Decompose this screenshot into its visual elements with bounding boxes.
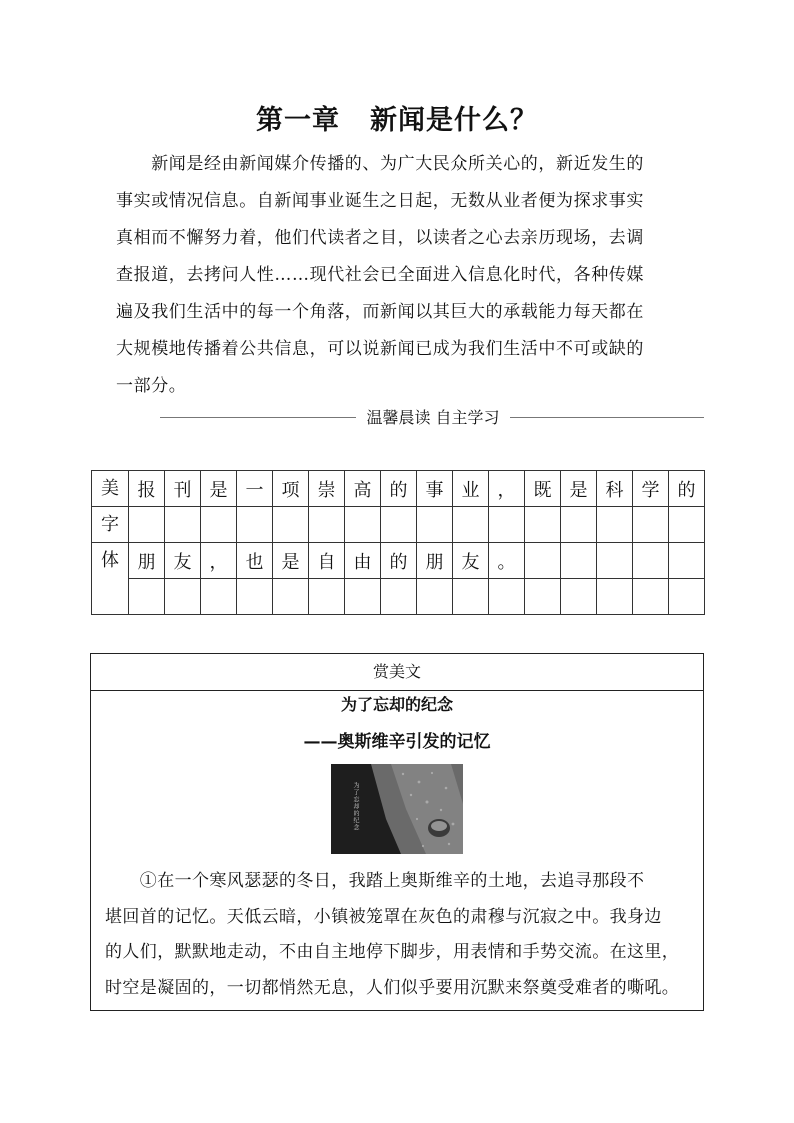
grid-cell	[525, 543, 561, 579]
paragraph-line: 堪回首的记忆。天低云暗，小镇被笼罩在灰色的肃穆与沉寂之中。我身边	[105, 906, 662, 927]
grid-cell-empty	[489, 507, 525, 543]
grid-cell-empty	[273, 579, 309, 615]
grid-cell-empty	[381, 579, 417, 615]
paragraph-line: 时空是凝固的，一切都悄然无息，人们似乎要用沉默来祭奠受难者的嘶吼。	[105, 977, 680, 998]
grid-cell	[561, 543, 597, 579]
article-title: 为了忘却的纪念	[340, 695, 453, 714]
intro-line: 遍及我们生活中的每一个角落，而新闻以其巨大的承载能力每天都在	[116, 302, 644, 322]
paragraph-line: ①在一个寒风瑟瑟的冬日，我踏上奥斯维辛的土地，去追寻那段不	[105, 871, 645, 891]
grid-cell-empty	[345, 579, 381, 615]
grid-cell-empty	[597, 507, 633, 543]
chapter-name: 新闻是什么？	[370, 105, 538, 136]
grid-cell-empty	[597, 579, 633, 615]
grid-cell: 是	[561, 471, 597, 507]
intro-line: 真相而不懈努力着，他们代读者之目，以读者之心去亲历现场，去调	[116, 228, 644, 248]
grid-cell: 业	[453, 471, 489, 507]
grid-cell-empty	[561, 507, 597, 543]
grid-cell: 是	[201, 471, 237, 507]
grid-cell-empty	[129, 579, 165, 615]
grid-cell: 的	[381, 471, 417, 507]
grid-cell-empty	[273, 507, 309, 543]
grid-cell-empty	[525, 507, 561, 543]
grid-cell: 友	[165, 543, 201, 579]
grid-cell: 崇	[309, 471, 345, 507]
intro-line: 事实或情况信息。自新闻事业诞生之日起，无数从业者便为探求事实	[116, 191, 644, 211]
intro-line: 一部分。	[116, 376, 187, 396]
grid-cell	[597, 543, 633, 579]
grid-cell: 朋	[417, 543, 453, 579]
grid-cell: 友	[453, 543, 489, 579]
grid-cell-empty	[201, 579, 237, 615]
grid-cell: 既	[525, 471, 561, 507]
grid-cell-empty	[129, 507, 165, 543]
chapter-title	[0, 98, 794, 137]
intro-line: 新闻是经由新闻媒介传播的、为广大民众所关心的，新近发生的	[116, 154, 644, 174]
chapter-number: 第一章	[256, 105, 340, 136]
appreciation-header: 赏美文	[91, 654, 703, 691]
grid-cell	[633, 543, 669, 579]
section-divider	[160, 405, 704, 431]
grid-cell: 朋	[129, 543, 165, 579]
grid-cell: 是	[273, 543, 309, 579]
grid-cell-empty	[165, 507, 201, 543]
grid-cell-empty	[345, 507, 381, 543]
copybook-grid	[91, 470, 705, 615]
grid-cell: 报	[129, 471, 165, 507]
grid-cell: 事	[417, 471, 453, 507]
grid-cell: 学	[633, 471, 669, 507]
divider-rule-right	[510, 417, 704, 418]
grid-cell-empty	[453, 507, 489, 543]
grid-row-3	[92, 543, 705, 579]
section-divider-label: 温馨晨读 自主学习	[366, 408, 500, 427]
grid-cell-empty	[669, 579, 705, 615]
grid-cell-empty	[237, 579, 273, 615]
grid-cell: 的	[381, 543, 417, 579]
appreciation-box	[90, 653, 704, 1011]
grid-cell: ，	[201, 543, 237, 579]
grid-cell-empty	[201, 507, 237, 543]
grid-row-2	[92, 507, 705, 543]
grid-cell: 。	[489, 543, 525, 579]
grid-cell-empty	[417, 579, 453, 615]
grid-cell-empty	[633, 579, 669, 615]
photo-caption: 为了忘却的纪念	[352, 782, 359, 831]
grid-cell: 科	[597, 471, 633, 507]
grid-cell-empty	[237, 507, 273, 543]
grid-cell: 项	[273, 471, 309, 507]
grid-cell: 也	[237, 543, 273, 579]
intro-line: 大规模地传播着公共信息，可以说新闻已成为我们生活中不可或缺的	[116, 339, 644, 359]
grid-cell-empty	[453, 579, 489, 615]
grid-cell: 高	[345, 471, 381, 507]
article-photo	[331, 764, 463, 854]
grid-cell-empty	[309, 507, 345, 543]
label-char-1: 美	[92, 471, 129, 507]
divider-rule-left	[160, 417, 356, 418]
grid-cell-empty	[561, 579, 597, 615]
grid-cell-empty	[309, 579, 345, 615]
grid-cell: 的	[669, 471, 705, 507]
grid-cell: ，	[489, 471, 525, 507]
grid-row-1	[92, 471, 705, 507]
grid-cell-empty	[633, 507, 669, 543]
article-paragraph	[105, 864, 695, 1006]
paragraph-line: 的人们，默默地走动，不由自主地停下脚步，用表情和手势交流。在这里，	[105, 942, 680, 962]
grid-cell-empty	[381, 507, 417, 543]
grid-cell-empty	[525, 579, 561, 615]
grid-cell: 由	[345, 543, 381, 579]
grid-cell: 刊	[165, 471, 201, 507]
grid-cell-empty	[489, 579, 525, 615]
grid-cell: 一	[237, 471, 273, 507]
grid-cell-empty	[417, 507, 453, 543]
article-subtitle: ——奥斯维辛引发的记忆	[303, 732, 491, 752]
grid-cell-empty	[669, 507, 705, 543]
label-char-2: 字	[92, 507, 129, 543]
grid-cell	[669, 543, 705, 579]
grid-row-4	[92, 579, 705, 615]
label-char-3: 体	[92, 543, 129, 615]
grid-cell-empty	[165, 579, 201, 615]
intro-line: 查报道，去拷问人性……现代社会已全面进入信息化时代，各种传媒	[116, 265, 644, 285]
grid-cell: 自	[309, 543, 345, 579]
intro-paragraph	[116, 146, 682, 405]
